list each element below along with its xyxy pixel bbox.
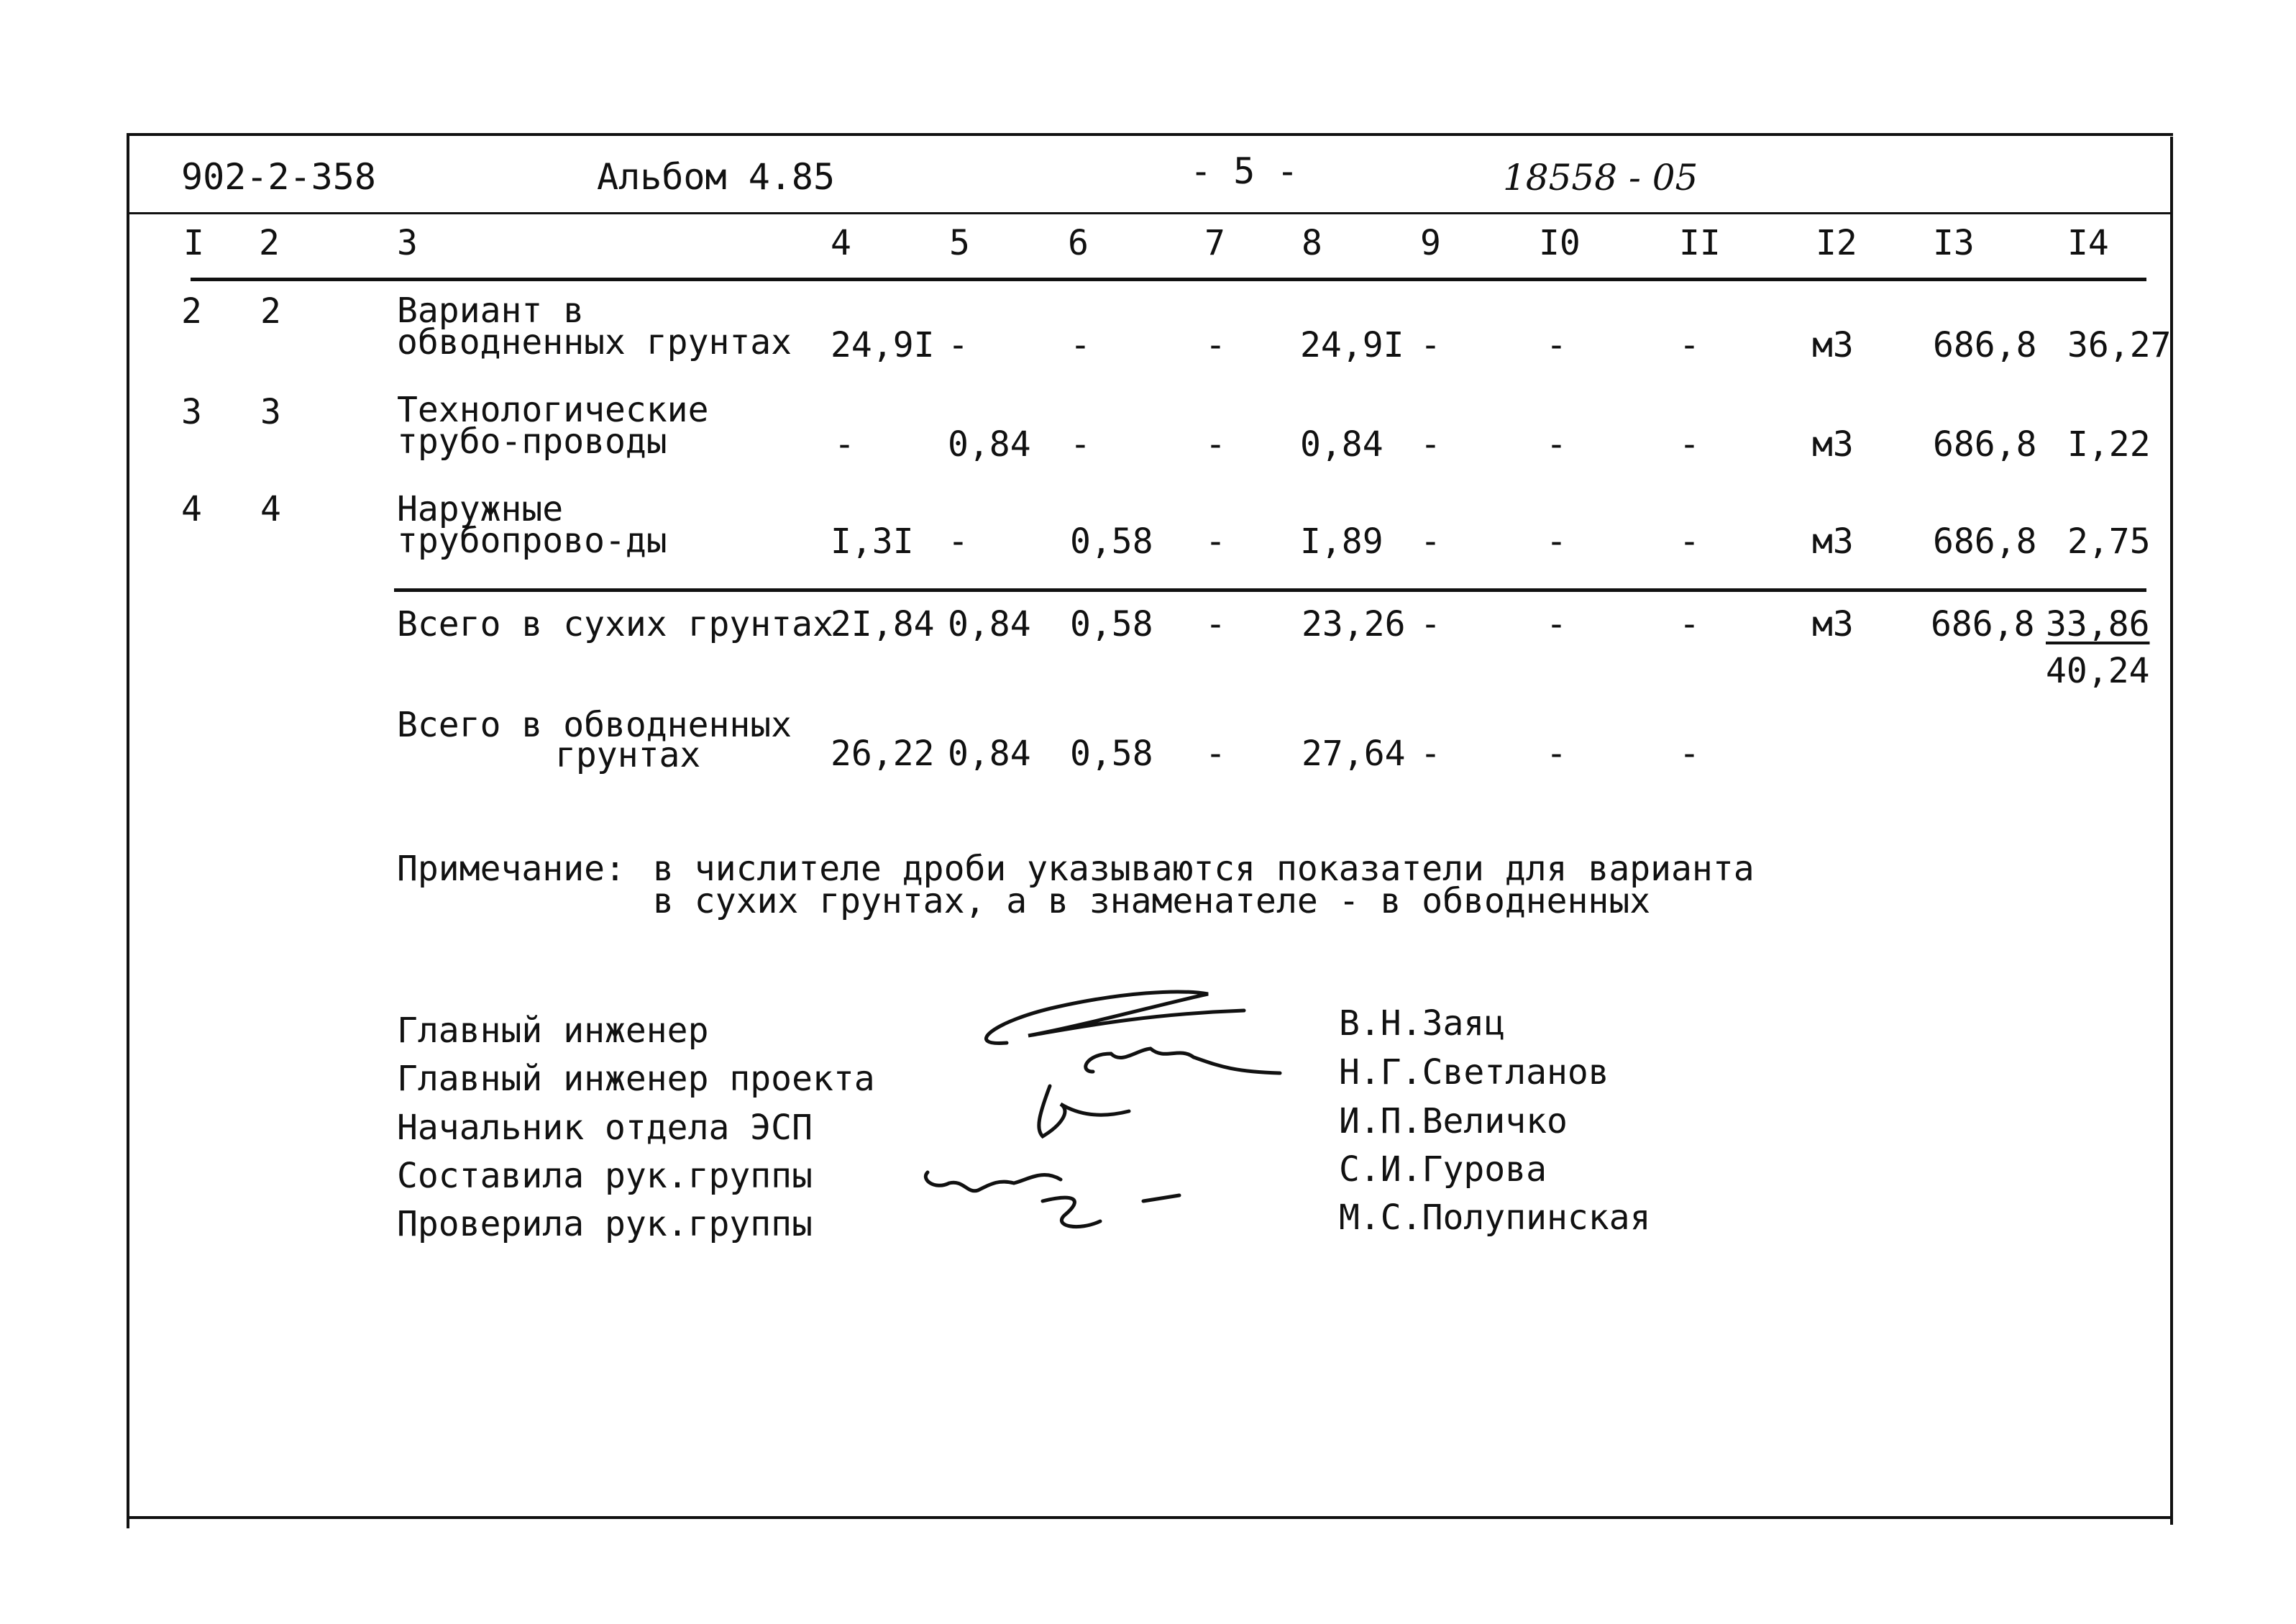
row-index-2: 4 — [260, 489, 281, 529]
totals-divider — [394, 588, 2146, 592]
document-number: 18558 - 05 — [1503, 157, 1698, 199]
totals-label-line1: Всего в обводненных — [397, 705, 792, 745]
cell-col10: - — [1546, 734, 1567, 774]
column-header: I2 — [1816, 223, 1857, 263]
row-name: Технологические трубо-проводы — [397, 390, 709, 462]
column-header: 4 — [831, 223, 851, 263]
cell-col6: 0,58 — [1070, 604, 1153, 644]
signature-zayats — [986, 992, 1244, 1043]
signature-name: М.С.Полупинская — [1339, 1198, 1651, 1238]
cell-col5: - — [948, 521, 969, 562]
frame-bottom-border — [127, 1516, 2173, 1519]
cell-col10: - — [1546, 604, 1567, 644]
cell-col6: - — [1070, 424, 1091, 465]
note-line-1: в числителе дроби указываются показатели для варианта — [653, 849, 1755, 889]
document-code: 902-2-358 — [181, 156, 376, 198]
frame-left-border — [127, 133, 129, 1528]
totals-label-line2: грунтах — [555, 735, 701, 775]
fraction-numerator: 33,86 — [2046, 604, 2150, 644]
cell-col14: 2,75 — [2067, 521, 2151, 562]
cell-col11: - — [1679, 521, 1700, 562]
fraction-denominator: 40,24 — [2046, 651, 2150, 691]
column-header: 5 — [949, 223, 970, 263]
cell-col11: - — [1679, 325, 1700, 365]
cell-col7: - — [1205, 325, 1226, 365]
header-divider — [127, 212, 2173, 214]
cell-col4: 24,9I — [831, 325, 935, 365]
cell-col6: 0,58 — [1070, 734, 1153, 774]
cell-col4: 26,22 — [831, 734, 935, 774]
cell-col11: - — [1679, 734, 1700, 774]
album-label: Альбом 4.85 — [597, 156, 836, 198]
cell-col13: 686,8 — [1933, 325, 2037, 365]
signature-polupinskaya — [1043, 1195, 1179, 1227]
cell-col7: - — [1205, 604, 1226, 644]
handwritten-signatures — [906, 964, 1309, 1251]
cell-col9: - — [1420, 424, 1441, 465]
cell-col9: - — [1420, 325, 1441, 365]
column-header: 8 — [1302, 223, 1322, 263]
signature-role: Главный инженер — [397, 1011, 709, 1051]
cell-unit: м3 — [1812, 521, 1854, 562]
column-header: I — [183, 223, 204, 263]
column-header: 2 — [259, 223, 280, 263]
row-index-2: 2 — [260, 291, 281, 332]
page-number: - 5 - — [1190, 150, 1299, 192]
row-index-1: 2 — [181, 291, 202, 332]
cell-col13: 686,8 — [1933, 521, 2037, 562]
cell-col5: 0,84 — [948, 424, 1031, 465]
cell-col11: - — [1679, 604, 1700, 644]
column-header: 7 — [1204, 223, 1225, 263]
note-label: Примечание: — [397, 849, 626, 889]
cell-col14: I,22 — [2067, 424, 2151, 465]
cell-unit: м3 — [1812, 604, 1854, 644]
cell-col5: 0,84 — [948, 734, 1031, 774]
row-name: Наружные трубопрово-ды — [397, 489, 667, 561]
cell-col7: - — [1205, 521, 1226, 562]
cell-col10: - — [1546, 521, 1567, 562]
cell-col9: - — [1420, 604, 1441, 644]
row-name: Вариант в обводненных грунтах — [397, 291, 792, 362]
signature-role: Главный инженер проекта — [397, 1059, 875, 1099]
cell-col7: - — [1205, 734, 1226, 774]
cell-col8: 0,84 — [1300, 424, 1383, 465]
signature-role: Составила рук.группы — [397, 1156, 813, 1196]
cell-col5: - — [948, 325, 969, 365]
cell-col8: 27,64 — [1302, 734, 1406, 774]
column-header: 9 — [1420, 223, 1441, 263]
column-header: I0 — [1539, 223, 1581, 263]
column-header: I4 — [2067, 223, 2109, 263]
cell-unit: м3 — [1812, 325, 1854, 365]
cell-col10: - — [1546, 424, 1567, 465]
column-header: II — [1679, 223, 1721, 263]
cell-col4: - — [834, 424, 855, 465]
cell-col6: 0,58 — [1070, 521, 1153, 562]
cell-col13: 686,8 — [1931, 604, 2035, 644]
cell-col8: I,89 — [1300, 521, 1383, 562]
signature-role: Начальник отдела ЭСП — [397, 1108, 813, 1148]
signature-name: С.И.Гурова — [1339, 1149, 1547, 1190]
row-index-2: 3 — [260, 392, 281, 432]
signature-role: Проверила рук.группы — [397, 1204, 813, 1244]
cell-col11: - — [1679, 424, 1700, 465]
column-header-underline — [191, 278, 2146, 281]
cell-unit: м3 — [1812, 424, 1854, 465]
cell-col10: - — [1546, 325, 1567, 365]
cell-col9: - — [1420, 521, 1441, 562]
cell-col6: - — [1070, 325, 1091, 365]
cell-col7: - — [1205, 424, 1226, 465]
column-header: 3 — [397, 223, 418, 263]
cell-col9: - — [1420, 734, 1441, 774]
signature-velichko — [1039, 1086, 1129, 1136]
cell-col14: 36,27 — [2067, 325, 2172, 365]
cell-col8: 24,9I — [1300, 325, 1404, 365]
note-line-2: в сухих грунтах, а в знаменателе - в обводненных — [653, 881, 1651, 921]
cell-col8: 23,26 — [1302, 604, 1406, 644]
totals-label: Всего в сухих грунтах — [397, 604, 833, 644]
column-header: I3 — [1933, 223, 1975, 263]
frame-top-border — [127, 133, 2173, 136]
signature-gurova — [925, 1172, 1061, 1191]
cell-col13: 686,8 — [1933, 424, 2037, 465]
column-header: 6 — [1068, 223, 1089, 263]
signature-name: В.Н.Заяц — [1339, 1003, 1506, 1044]
cell-col5: 0,84 — [948, 604, 1031, 644]
cell-col4: 2I,84 — [831, 604, 935, 644]
row-index-1: 4 — [181, 489, 202, 529]
signature-name: Н.Г.Светланов — [1339, 1052, 1609, 1092]
signature-svetlanov — [1086, 1049, 1280, 1073]
signature-name: И.П.Величко — [1339, 1101, 1568, 1141]
row-index-1: 3 — [181, 392, 202, 432]
cell-col4: I,3I — [831, 521, 914, 562]
